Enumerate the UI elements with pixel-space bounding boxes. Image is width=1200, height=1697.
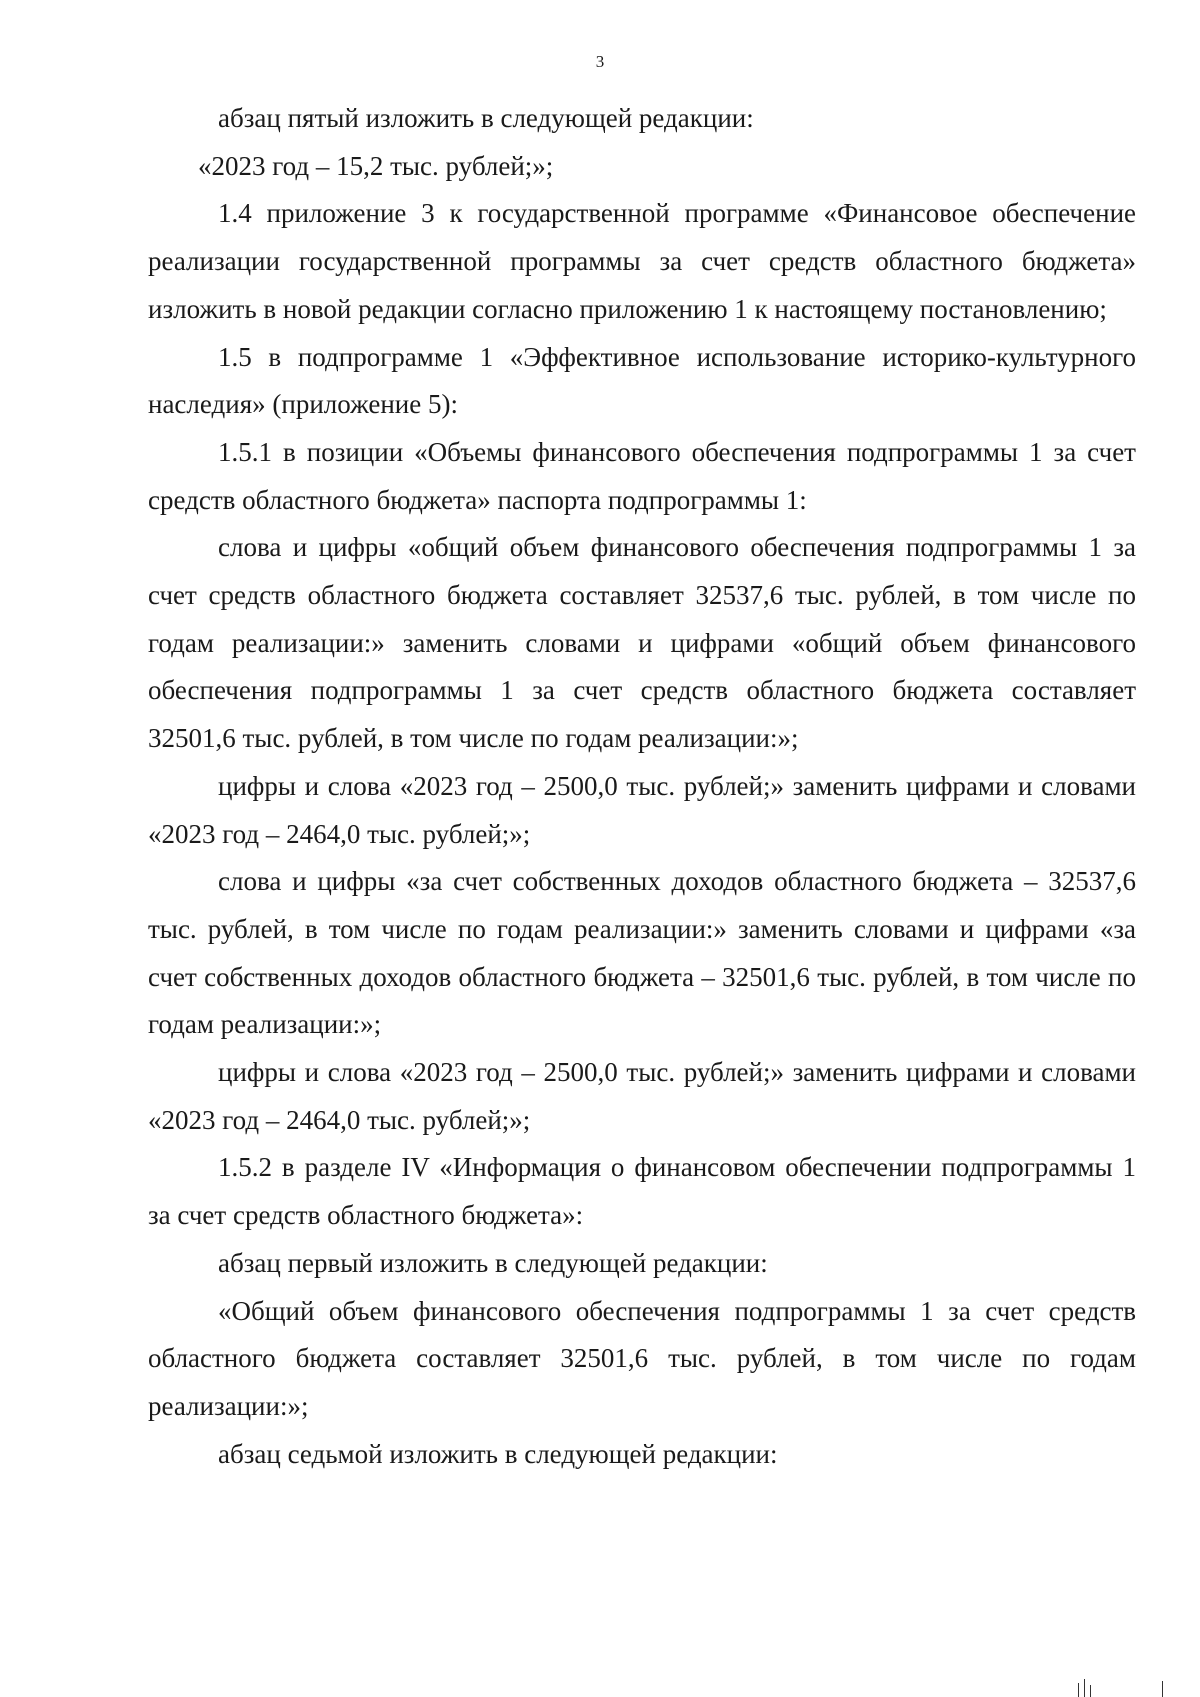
paragraph: цифры и слова «2023 год – 2500,0 тыс. рублей;» заменить цифрами и словами «2023 год – 2464,0 тыс. рублей;»;: [148, 1057, 1136, 1135]
scan-artifact-marks: [1060, 1675, 1200, 1697]
paragraph: 1.5.1 в позиции «Объемы финансового обеспечения подпрограммы 1 за счет средств областного бюджета» паспорта подпрограммы 1:: [148, 436, 1136, 515]
paragraph: абзац пятый изложить в следующей редакции:: [218, 103, 754, 133]
paragraph: цифры и слова «2023 год – 2500,0 тыс. рублей;» заменить цифрами и словами «2023 год – 2464,0 тыс. рублей;»;: [148, 770, 1136, 849]
paragraph: «Общий объем финансового обеспечения подпрограммы 1 за счет средств областного бюджета составляет 32501,6 тыс. рублей, в том числе по годам реализации:»;: [148, 1295, 1136, 1421]
paragraph: слова и цифры «общий объем финансового обеспечения подпрограммы 1 за счет средств областного бюджета составляет 32537,6 тыс. рублей, в том числе по годам реализации:» заменить словами и цифрами «общий объем финансового обеспечения подпрограммы 1 за счет средств областного бюджета составляет 32501,6 тыс. рублей, в том числе по годам реализации:»;: [148, 532, 1136, 754]
paragraph: абзац первый изложить в следующей редакции:: [218, 1247, 768, 1278]
paragraph: «2023 год – 15,2 тыс. рублей;»;: [198, 150, 554, 181]
paragraph: 1.5.2 в разделе IV «Информация о финансовом обеспечении подпрограммы 1 за счет средств областного бюджета»:: [148, 1152, 1136, 1231]
paragraph: 1.5 в подпрограмме 1 «Эффективное использование историко-культурного наследия» (приложение 5):: [148, 341, 1136, 420]
paragraph: 1.4 приложение 3 к государственной программе «Финансовое обеспечение реализации государственной программы за счет средств областного бюджета» изложить в новой редакции согласно приложению 1 к настоящему постановлению;: [148, 198, 1136, 324]
paragraph: слова и цифры «за счет собственных доходов областного бюджета – 32537,6 тыс. рублей, в том числе по годам реализации:» заменить словами и цифрами «за счет собственных доходов областного бюджета – 32501,6 тыс. рублей, в том числе по годам реализации:»;: [148, 866, 1136, 1040]
document-body: [148, 95, 1136, 1478]
paragraph: абзац седьмой изложить в следующей редакции:: [218, 1438, 778, 1469]
page-number: 3: [595, 52, 605, 71]
